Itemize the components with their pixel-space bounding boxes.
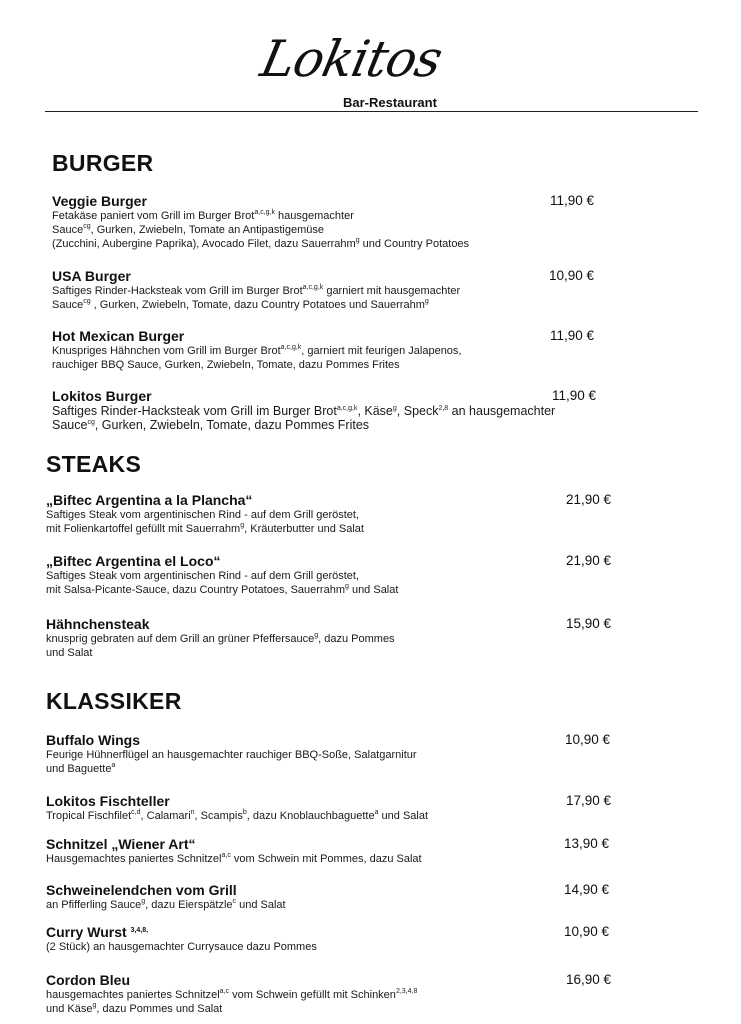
menu-item [46, 924, 666, 954]
menu-item [46, 553, 666, 597]
item-description-line: Hausgemachtes paniertes Schnitzel$^{a,c}$ vom Schwein mit Pommes, dazu Salat [46, 852, 422, 865]
item-description-line: Knuspriges Hähnchen vom Grill im Burger Brot$^{a,c,g,k}$, garniert mit feurigen Jalapenos, [52, 344, 462, 357]
allergen-codes: a,c,g,k [336, 405, 358, 412]
item-description-line: Feurige Hühnerflügel an hausgemachter rauchiger BBQ-Soße, Salatgarnitur [46, 749, 417, 761]
item-price: 11,90 € [552, 388, 597, 403]
item-price: 14,90 € [564, 882, 610, 897]
item-price: 11,90 € [550, 328, 595, 343]
menu-item [46, 616, 666, 660]
item-description-line: und Käse$^g$, dazu Pommes und Salat [46, 1002, 223, 1015]
item-price: 11,90 € [550, 193, 595, 208]
allergen-codes: g [141, 898, 146, 905]
allergen-codes: c [232, 898, 237, 905]
item-name: „Biftec Argentina a la Plancha“ [46, 492, 253, 508]
item-description-line: Tropical Fischfilet$^{c,d}$, Calamari$^n$, Scampis$^b$, dazu Knoblauchbaguette$^a$ und Salat [46, 809, 429, 822]
item-description-line: an Pfifferling Sauce$^g$, dazu Eierspätzle$^c$ und Salat [46, 898, 286, 911]
item-name: Hähnchensteak [46, 616, 150, 632]
menu-item [46, 732, 666, 776]
item-price: 10,90 € [549, 268, 595, 283]
item-name: Cordon Bleu [46, 972, 130, 988]
item-price: 10,90 € [565, 732, 611, 747]
item-price: 10,90 € [564, 924, 610, 939]
item-name: Hot Mexican Burger [52, 328, 185, 344]
item-price: 17,90 € [566, 793, 612, 808]
item-name: Schweinelendchen vom Grill [46, 882, 237, 898]
allergen-codes: g [392, 405, 397, 412]
allergen-codes: g [344, 583, 349, 590]
item-name: USA Burger [52, 268, 131, 284]
allergen-codes: g [240, 522, 245, 529]
item-price: 16,90 € [566, 972, 612, 987]
allergen-codes: 2,3,4,8 [395, 988, 418, 995]
allergen-codes: cg [83, 223, 91, 230]
item-description-line: (2 Stück) an hausgemachter Currysauce dazu Pommes [46, 941, 317, 953]
menu-item [52, 268, 672, 312]
item-description-line: rauchiger BBQ Sauce, Gurken, Zwiebeln, Tomate, dazu Pommes Frites [52, 359, 400, 371]
item-name: „Biftec Argentina el Loco“ [46, 553, 221, 569]
allergen-codes: a,c,g,k [280, 344, 302, 351]
section-title-klassiker: KLASSIKER [46, 688, 182, 714]
item-description-line: Saftiges Rinder-Hacksteak vom Grill im Burger Brot$^{a,c,g,k}$ garniert mit hausgemachter [52, 284, 461, 297]
item-description-line: Sauce$^{cg}$, Gurken, Zwiebeln, Tomate an Antipastigemüse [52, 223, 324, 236]
allergen-codes: cg [83, 298, 91, 305]
header-divider [45, 111, 698, 112]
item-price: 15,90 € [566, 616, 612, 631]
item-description-line: Sauce$^{cg}$ , Gurken, Zwiebeln, Tomate, dazu Country Potatoes und Sauerrahm$^g$ [52, 298, 429, 311]
menu-item [52, 388, 672, 432]
restaurant-subtitle: Bar-Restaurant [343, 95, 437, 110]
menu-item [46, 882, 666, 912]
menu-item [52, 328, 672, 372]
allergen-codes: g [314, 632, 319, 639]
allergen-codes: a [111, 762, 116, 769]
menu-item [46, 793, 666, 823]
item-description-line: Fetakäse paniert vom Grill im Burger Brot$^{a,c,g,k}$ hausgemachter [52, 209, 354, 222]
section-title-steaks: STEAKS [46, 451, 142, 477]
allergen-codes: b [242, 809, 247, 816]
item-description-line: (Zucchini, Aubergine Paprika), Avocado Filet, dazu Sauerrahm$^g$ und Country Potatoes [52, 237, 470, 250]
item-description-line: Saftiges Steak vom argentinischen Rind - auf dem Grill geröstet, [46, 509, 360, 521]
allergen-codes: c,d [131, 809, 141, 816]
allergen-codes: 2,8 [438, 405, 449, 412]
item-price: 21,90 € [566, 492, 612, 507]
section-title-burger: BURGER [52, 150, 154, 176]
allergen-codes: a,c,g,k [254, 209, 275, 216]
item-name: Buffalo Wings [46, 732, 140, 748]
allergen-codes: g [92, 1002, 97, 1009]
menu-item [52, 193, 672, 251]
item-name: Veggie Burger [52, 193, 147, 209]
allergen-codes: cg [87, 419, 95, 426]
item-description-line: Saftiges Steak vom argentinischen Rind - auf dem Grill geröstet, [46, 570, 360, 582]
item-description-line: mit Folienkartoffel gefüllt mit Sauerrahm$^g$, Kräuterbutter und Salat [46, 522, 364, 535]
item-description-line: hausgemachtes paniertes Schnitzel$^{a,c}$ vom Schwein gefüllt mit Schinken$^{2,3,4,8}$ [46, 988, 418, 1001]
item-price: 21,90 € [566, 553, 612, 568]
allergen-codes: g [355, 237, 360, 244]
item-name: Schnitzel „Wiener Art“ [46, 836, 196, 852]
item-name: Lokitos Burger [52, 388, 152, 404]
item-description-line: knusprig gebraten auf dem Grill an grüner Pfeffersauce$^g$, dazu Pommes [46, 632, 395, 645]
item-description-line: Saftiges Rinder-Hacksteak vom Grill im Burger Brot$^{a,c,g,k}$, Käse$^g$, Speck$^{2,8}$ an hausgemachter [52, 404, 556, 418]
allergen-codes: a,c [221, 852, 231, 859]
allergen-codes: a,c,g,k [302, 284, 324, 291]
item-description-line: mit Salsa-Picante-Sauce, dazu Country Potatoes, Sauerrahm$^g$ und Salat [46, 583, 399, 596]
allergen-codes: a [374, 809, 379, 816]
menu-item [46, 492, 666, 536]
menu-item [46, 972, 666, 1016]
item-description-line: und Baguette$^a$ [46, 762, 116, 775]
menu-item [46, 836, 666, 866]
allergen-codes: 3,4,8, [130, 927, 149, 934]
restaurant-logo: Lokitos [255, 30, 447, 88]
allergen-codes: g [424, 298, 429, 305]
allergen-codes: a,c [219, 988, 230, 995]
item-name: Curry Wurst $^{3,4,8,}$ [46, 924, 149, 940]
item-price: 13,90 € [564, 836, 610, 851]
allergen-codes: n [190, 809, 195, 816]
item-name: Lokitos Fischteller [46, 793, 170, 809]
item-description-line: und Salat [46, 647, 93, 659]
item-description-line: Sauce$^{cg}$, Gurken, Zwiebeln, Tomate, dazu Pommes Frites [52, 418, 370, 432]
